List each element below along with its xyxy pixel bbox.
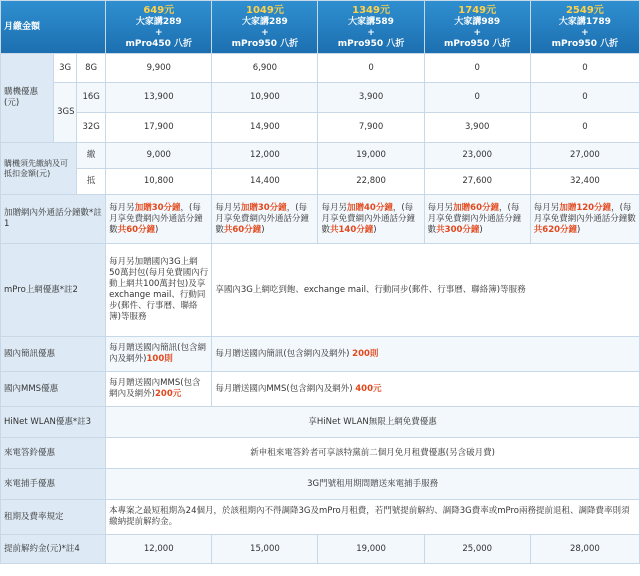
table-cell: 19,000 (318, 535, 423, 563)
plan-header (425, 1, 530, 53)
mpro-rest-cell: 享國內3G上網吃到飽、exchange mail、行動同步(郵件、行事曆、聯絡簿)等服務 (212, 244, 639, 336)
gift-total: 共300分鐘 (436, 224, 480, 235)
table-cell: 9,000 (106, 143, 211, 168)
table-row (1, 143, 639, 168)
gift-bonus: 加贈30分鐘 (134, 202, 181, 213)
plan-price: 1749元 (458, 4, 497, 16)
table-row (1, 337, 639, 371)
gift-text: ，(每月享免費網內外通話分鐘數 (533, 202, 636, 224)
plan-plus: + (581, 27, 589, 38)
generation-label: 3G (54, 54, 76, 82)
sms-text: 每月贈送國內簡訊(包含網內及網外) (215, 348, 350, 359)
gift-total: 共620分鐘 (533, 224, 578, 235)
row-label: 來電捕手優惠 (1, 469, 105, 499)
plan-header (318, 1, 423, 53)
table-cell: 27,000 (531, 143, 639, 168)
table-cell: 27,600 (425, 169, 530, 194)
plan-name: 大家講589 (348, 16, 394, 27)
table-row (1, 169, 639, 194)
table-row (1, 244, 639, 336)
table-row (1, 195, 639, 243)
mpro-first-cell: 每月另加贈國內3G上網50萬封包(每月免費國內行動上網共100萬封包)及享exchange mail、行動同步(郵件、行事曆、聯絡簿)等服務 (106, 244, 211, 336)
table-cell: 0 (425, 83, 530, 112)
table-cell: 7,900 (318, 113, 423, 142)
plan-mpro: mPro450 八折 (125, 38, 193, 49)
table-cell: 0 (531, 54, 639, 82)
table-row (1, 372, 639, 406)
prepay-type-label: 抵 (77, 169, 105, 194)
table-cell: 10,800 (106, 169, 211, 194)
table-cell: 15,000 (212, 535, 317, 563)
table-cell: 13,900 (106, 83, 211, 112)
gift-bonus: 加贈120分鐘 (559, 202, 612, 213)
row-label: 國內簡訊優惠 (1, 337, 105, 371)
table-cell: 19,000 (318, 143, 423, 168)
storage-label: 8G (77, 54, 105, 82)
plan-price: 1349元 (352, 4, 390, 16)
hinet-cell: 享HiNet WLAN無限上網免費優惠 (106, 407, 639, 437)
table-cell: 32,400 (531, 169, 639, 194)
table-cell: 22,800 (318, 169, 423, 194)
plan-header (106, 1, 211, 53)
gift-total: 共60分鐘 (117, 224, 156, 235)
table-cell: 3,900 (318, 83, 423, 112)
gift-text: 每月另 (533, 202, 560, 213)
term-cell: 本專案之最短租期為24個月，於該租期內不得調降3G及mPro月租費，若門號提前解約、調降3G費率或mPro兩務提前退租、調降費率則須繳納提前解約金。 (106, 500, 639, 534)
row-label: 來電答鈴優惠 (1, 438, 105, 468)
plan-name: 大家講289 (242, 16, 288, 27)
table-cell: 0 (531, 113, 639, 142)
table-cell: 12,000 (212, 143, 317, 168)
table-cell: 9,900 (106, 54, 211, 82)
row-label: 購機優惠(元) (1, 54, 53, 142)
gift-total: 共60分鐘 (223, 224, 262, 235)
table-cell: 0 (425, 54, 530, 82)
plan-price: 1049元 (245, 4, 284, 16)
gift-text: ) (155, 224, 159, 235)
sms-amount: 100則 (146, 354, 173, 364)
plan-plus: + (473, 27, 481, 38)
table-cell: 12,000 (106, 535, 211, 563)
gift-text: ) (261, 224, 265, 235)
gift-text: 每月另 (321, 202, 347, 213)
table-row (1, 113, 639, 142)
gift-bonus: 加贈30分鐘 (240, 202, 287, 213)
table-row (1, 438, 639, 468)
gift-text: ) (479, 224, 483, 235)
gift-cell (106, 195, 211, 243)
table-cell: 23,000 (425, 143, 530, 168)
row-label: 提前解約金(元)*註4 (1, 535, 105, 563)
plan-mpro: mPro950 八折 (231, 38, 299, 49)
plan-mpro: mPro950 八折 (443, 38, 511, 49)
plan-mpro: mPro950 八折 (551, 38, 619, 49)
table-cell: 6,900 (212, 54, 317, 82)
table-row (1, 407, 639, 437)
table-cell: 28,000 (531, 535, 639, 563)
table-cell: 25,000 (425, 535, 530, 563)
gift-text: ) (373, 224, 377, 235)
mms-rest-cell (212, 372, 639, 406)
row-label: 國內MMS優惠 (1, 372, 105, 406)
missed-cell: 3G門號租用期間贈送來電捕手服務 (106, 469, 639, 499)
sms-first-cell (106, 337, 211, 371)
table-row (1, 535, 639, 563)
plan-plus: + (261, 27, 269, 38)
gift-text: 每月另 (109, 202, 135, 213)
table-cell: 14,900 (212, 113, 317, 142)
gift-cell (425, 195, 530, 243)
gift-text: ，(每月享免費網內外通話分鐘數 (109, 202, 203, 235)
header-label: 月繳金額 (1, 1, 105, 53)
header-row (1, 1, 639, 53)
gift-text: 每月另 (427, 202, 454, 213)
storage-label: 32G (77, 113, 105, 142)
generation-label: 3GS (54, 83, 76, 142)
gift-bonus: 加贈60分鐘 (453, 202, 499, 213)
gift-text: ，(每月享免費網內外通話分鐘數 (321, 202, 415, 235)
gift-bonus: 加贈40分鐘 (347, 202, 393, 213)
plan-price: 649元 (143, 4, 175, 16)
table-cell: 17,900 (106, 113, 211, 142)
mms-text: 每月贈送國內MMS(包含網內及網外) (215, 383, 353, 394)
table-row (1, 469, 639, 499)
plan-mpro: mPro950 八折 (337, 38, 405, 49)
table-cell: 3,900 (425, 113, 530, 142)
row-label: HiNet WLAN優惠*註3 (1, 407, 105, 437)
gift-text: 每月另 (215, 202, 241, 213)
gift-total: 共140分鐘 (330, 224, 374, 235)
plan-name: 大家講989 (454, 16, 501, 27)
callback-cell: 新申租來電答鈴者可享該特黨前二個月免月租費優惠(另含破月費) (106, 438, 639, 468)
mms-first-cell (106, 372, 211, 406)
mms-amount: 400元 (355, 383, 382, 394)
row-label: mPro上網優惠*註2 (1, 244, 105, 336)
table-cell: 10,900 (212, 83, 317, 112)
row-label: 加贈網內外通話分鐘數*註1 (1, 195, 105, 243)
mms-text: 每月贈送國內MMS(包含網內及網外) (109, 378, 201, 399)
table-cell: 0 (531, 83, 639, 112)
prepay-type-label: 繳 (77, 143, 105, 168)
table-row (1, 83, 639, 112)
plan-header (212, 1, 317, 53)
sms-rest-cell (212, 337, 639, 371)
gift-cell (212, 195, 317, 243)
plan-header (531, 1, 639, 53)
row-label: 租期及費率規定 (1, 500, 105, 534)
plan-name: 大家講289 (135, 16, 182, 27)
table-cell: 14,400 (212, 169, 317, 194)
gift-text: ，(每月享免費網內外通話分鐘數 (215, 202, 309, 235)
storage-label: 16G (77, 83, 105, 112)
plan-plus: + (154, 27, 163, 38)
table-row (1, 54, 639, 82)
gift-cell (318, 195, 423, 243)
gift-cell (531, 195, 639, 243)
gift-text: ) (577, 224, 581, 235)
row-label: 購機須先繳納及可抵扣金額(元) (1, 143, 76, 194)
sms-text: 每月贈送國內簡訊(包含網內及網外) (109, 343, 206, 364)
table-cell: 0 (318, 54, 423, 82)
table-row (1, 500, 639, 534)
plan-price: 2549元 (565, 4, 604, 16)
mms-amount: 200元 (155, 389, 182, 399)
plan-plus: + (367, 27, 375, 38)
plan-name: 大家講1789 (558, 16, 611, 27)
sms-amount: 200則 (352, 348, 379, 359)
gift-text: ，(每月享免費網內外通話分鐘數 (427, 202, 522, 235)
